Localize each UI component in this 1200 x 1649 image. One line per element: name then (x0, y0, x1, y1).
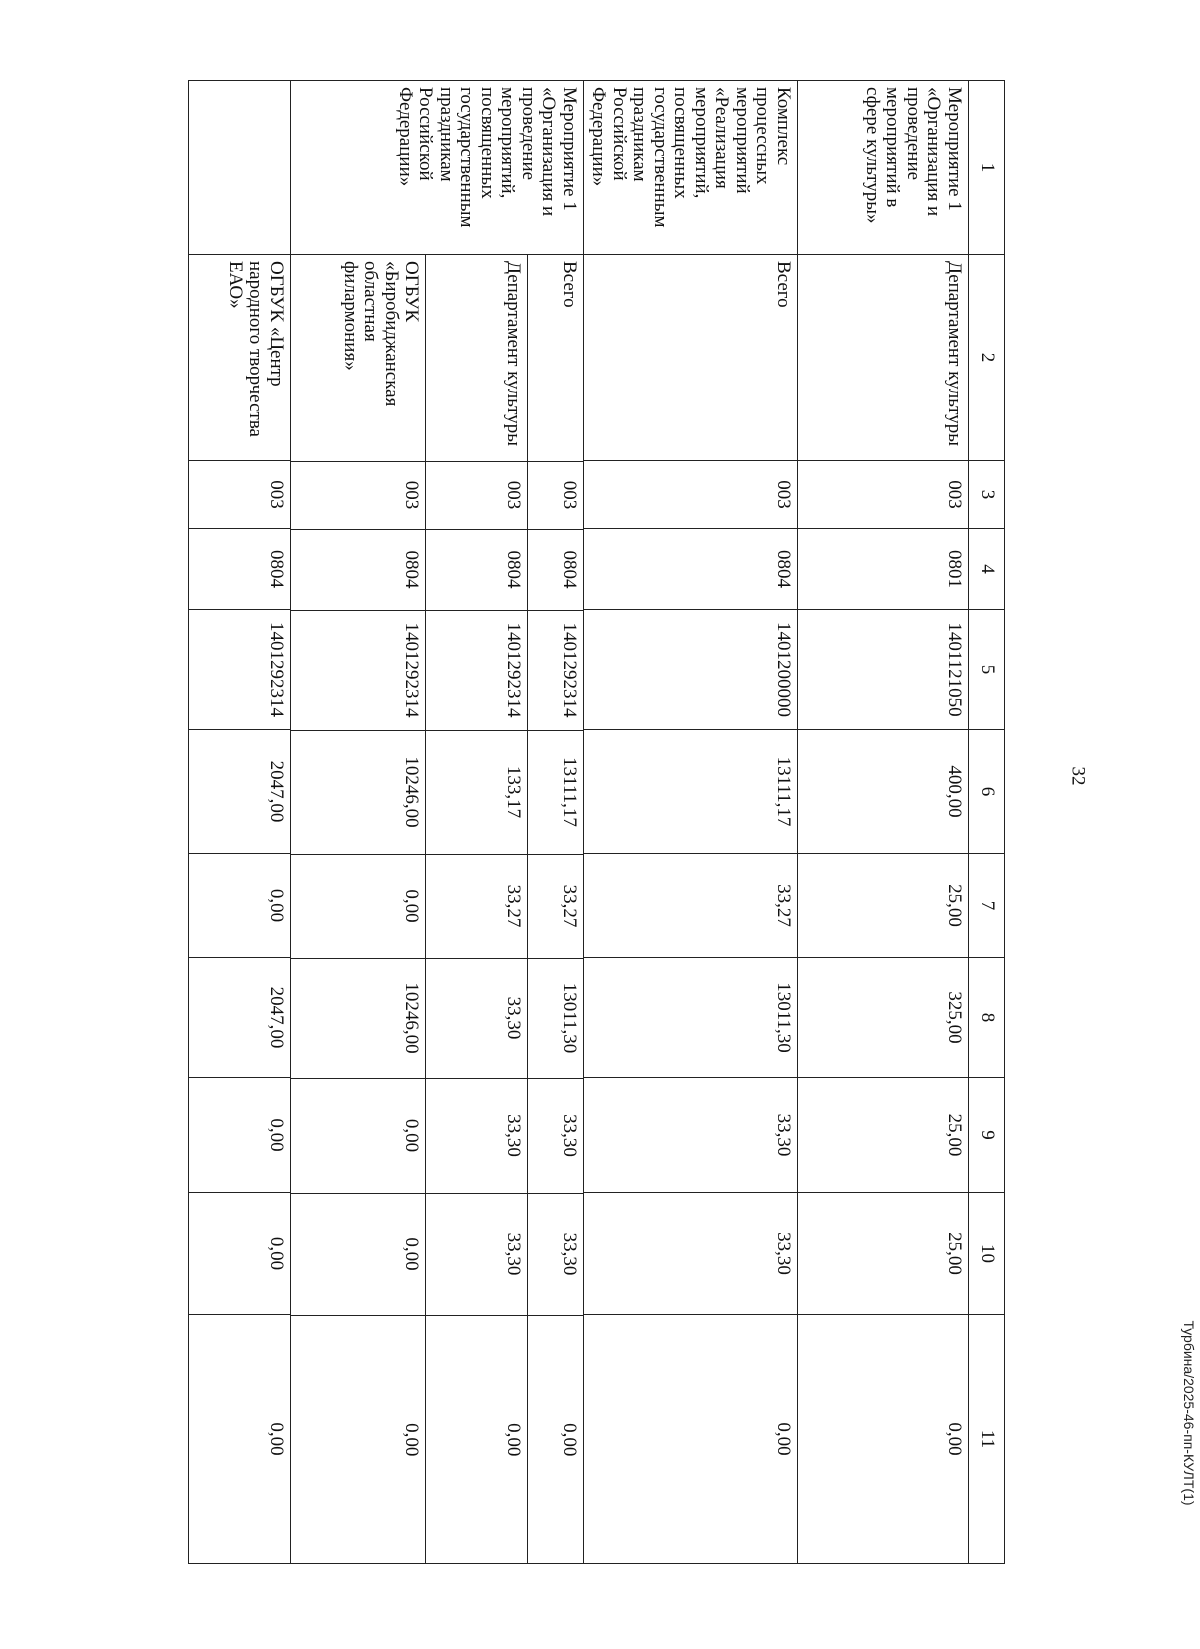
header-cell-3: 3 (969, 461, 1005, 529)
value-cell: 13011,30 (583, 958, 797, 1078)
executor-cell: ОГБУК «Биробиджанская областная филармония» (291, 255, 426, 461)
value-cell: 13111,17 (528, 730, 583, 854)
value-cell: 0,00 (291, 854, 426, 958)
value-cell: 33,27 (426, 854, 528, 958)
table-row (188, 81, 290, 1564)
target-code-cell: 1401292314 (291, 610, 426, 730)
value-cell: 33,27 (583, 854, 797, 958)
section-code-cell: 0804 (583, 529, 797, 610)
header-row (969, 81, 1005, 1564)
value-cell: 0,00 (291, 1193, 426, 1315)
section-code-cell: 0804 (426, 529, 528, 610)
value-cell: 400,00 (798, 730, 969, 854)
section-code-cell: 0804 (528, 529, 583, 610)
header-cell-10: 10 (969, 1193, 1005, 1315)
value-cell: 0,00 (188, 854, 290, 958)
header-cell-7: 7 (969, 854, 1005, 958)
budget-table-rotated (195, 80, 1005, 1563)
target-code-cell: 1401292314 (528, 610, 583, 730)
value-cell: 0,00 (291, 1315, 426, 1564)
executor-cell: Всего (528, 255, 583, 461)
header-cell-11: 11 (969, 1315, 1005, 1564)
target-code-cell: 1401292314 (426, 610, 528, 730)
budget-table (188, 80, 1005, 1564)
value-cell: 25,00 (798, 854, 969, 958)
table-row (583, 81, 797, 1564)
value-cell: 133,17 (426, 730, 528, 854)
nested-rows-cell (290, 255, 583, 1564)
value-cell: 0,00 (426, 1315, 528, 1564)
value-cell: 2047,00 (188, 730, 290, 854)
header-cell-5: 5 (969, 610, 1005, 730)
target-code-cell: 1401200000 (583, 610, 797, 730)
value-cell: 325,00 (798, 958, 969, 1078)
page-number: 32 (1067, 766, 1089, 786)
measure-name-cell: Мероприятие 1 «Организация и проведение мероприятий, посвященных государственным праздникам Российской Федерации» (290, 81, 583, 255)
table-row (528, 255, 583, 1564)
executor-cell: Департамент культуры (426, 255, 528, 461)
value-cell: 33,30 (426, 1193, 528, 1315)
value-cell: 0,00 (528, 1315, 583, 1564)
table-row (290, 81, 583, 1564)
executor-cell: Всего (583, 255, 797, 461)
table-row (426, 255, 528, 1564)
grbs-code-cell: 003 (583, 461, 797, 529)
target-code-cell: 1401121050 (798, 610, 969, 730)
header-cell-8: 8 (969, 958, 1005, 1078)
value-cell: 0,00 (188, 1078, 290, 1193)
value-cell: 33,30 (528, 1078, 583, 1193)
document-code: Турбина/2025-46-пп-КУЛТ(1) (1181, 1320, 1197, 1506)
grbs-code-cell: 003 (426, 461, 528, 529)
value-cell: 0,00 (291, 1078, 426, 1193)
section-code-cell: 0801 (798, 529, 969, 610)
value-cell: 33,30 (583, 1078, 797, 1193)
header-cell-9: 9 (969, 1078, 1005, 1193)
value-cell: 33,30 (426, 958, 528, 1078)
value-cell: 13111,17 (583, 730, 797, 854)
value-cell: 0,00 (798, 1315, 969, 1564)
table-row (291, 255, 426, 1564)
value-cell: 0,00 (188, 1315, 290, 1564)
value-cell: 10246,00 (291, 958, 426, 1078)
value-cell: 10246,00 (291, 730, 426, 854)
grbs-code-cell: 003 (528, 461, 583, 529)
header-cell-2: 2 (969, 255, 1005, 461)
section-code-cell: 0804 (188, 529, 290, 610)
grbs-code-cell: 003 (798, 461, 969, 529)
value-cell: 33,30 (426, 1078, 528, 1193)
value-cell: 25,00 (798, 1193, 969, 1315)
value-cell: 0,00 (583, 1315, 797, 1564)
target-code-cell: 1401292314 (188, 610, 290, 730)
value-cell: 13011,30 (528, 958, 583, 1078)
measure-name-cell: Комплекс процессных мероприятий «Реализация мероприятий, посвященных государственным праздникам Российской Федерации» (583, 81, 797, 255)
value-cell: 25,00 (798, 1078, 969, 1193)
grbs-code-cell: 003 (291, 461, 426, 529)
executor-cell: Департамент культуры (798, 255, 969, 461)
value-cell: 33,27 (528, 854, 583, 958)
value-cell: 0,00 (188, 1193, 290, 1315)
header-cell-1: 1 (969, 81, 1005, 255)
grbs-code-cell: 003 (188, 461, 290, 529)
value-cell: 33,30 (583, 1193, 797, 1315)
section-code-cell: 0804 (291, 529, 426, 610)
executor-cell: ОГБУК «Центр народного творчества ЕАО» (188, 255, 290, 461)
measure-name-cell: Мероприятие 1 «Организация и проведение мероприятий в сфере культуры» (798, 81, 969, 255)
header-cell-4: 4 (969, 529, 1005, 610)
nested-rows-table (291, 255, 583, 1564)
table-row (798, 81, 969, 1564)
measure-name-cell (188, 81, 290, 255)
value-cell: 2047,00 (188, 958, 290, 1078)
header-cell-6: 6 (969, 730, 1005, 854)
value-cell: 33,30 (528, 1193, 583, 1315)
